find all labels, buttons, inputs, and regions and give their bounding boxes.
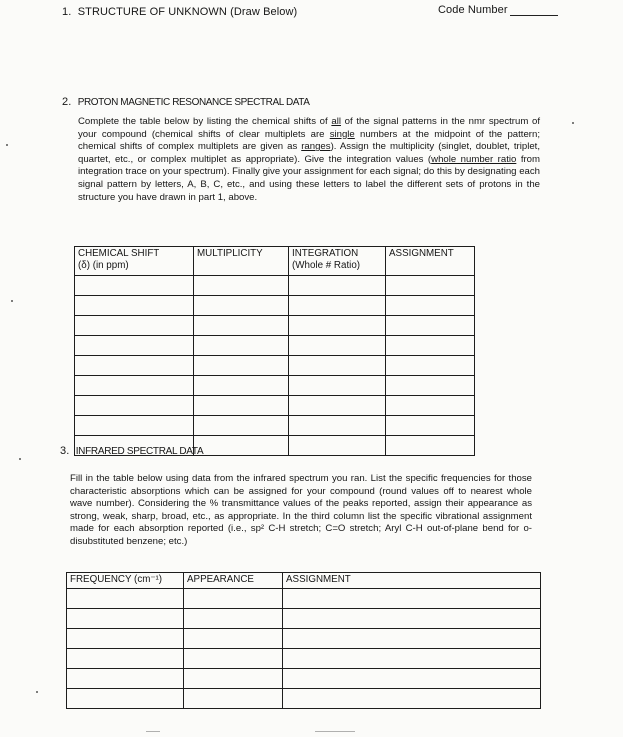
ir-header-cell	[184, 573, 283, 589]
nmr-table	[74, 246, 475, 456]
underlined-text: whole number ratio	[431, 153, 517, 165]
nmr-entry-cell[interactable]	[386, 316, 475, 336]
instruction-text: ). Assign the multiplicity (singlet, doublet, triplet, quartet, etc., or complex multiplet as appropriate). Give the integration values (	[78, 141, 540, 165]
nmr-row	[75, 336, 475, 356]
nmr-row	[75, 276, 475, 296]
ir-entry-cell[interactable]	[184, 629, 283, 649]
section1-title: STRUCTURE OF UNKNOWN (Draw Below)	[77, 6, 298, 18]
nmr-entry-cell[interactable]	[386, 356, 475, 376]
ir-entry-cell[interactable]	[283, 629, 541, 649]
ir-row	[67, 649, 541, 669]
nmr-entry-cell[interactable]	[386, 336, 475, 356]
code-number-label: Code Number	[438, 4, 508, 16]
underlined-text: ranges	[301, 141, 331, 153]
underlined-text: single	[329, 128, 355, 140]
nmr-entry-cell[interactable]	[289, 336, 386, 356]
ir-entry-cell[interactable]	[283, 649, 541, 669]
ir-entry-cell[interactable]	[184, 669, 283, 689]
section3-instructions	[70, 473, 532, 549]
nmr-entry-cell[interactable]	[194, 296, 289, 316]
ir-row	[67, 669, 541, 689]
section1-heading	[62, 6, 297, 18]
ir-entry-cell[interactable]	[283, 669, 541, 689]
nmr-entry-cell[interactable]	[289, 396, 386, 416]
section2-title: PROTON MAGNETIC RESONANCE SPECTRAL DATA	[77, 97, 310, 108]
nmr-entry-cell[interactable]	[386, 436, 475, 456]
nmr-entry-cell[interactable]	[194, 316, 289, 336]
section1-number: 1.	[62, 6, 72, 18]
ir-header-label: APPEARANCE	[187, 574, 254, 585]
nmr-entry-cell[interactable]	[386, 376, 475, 396]
nmr-header-label: CHEMICAL SHIFT	[78, 248, 160, 259]
code-number-field	[438, 4, 558, 16]
nmr-entry-cell[interactable]	[289, 376, 386, 396]
ir-entry-cell[interactable]	[184, 689, 283, 709]
ir-entry-cell[interactable]	[283, 609, 541, 629]
nmr-row	[75, 376, 475, 396]
nmr-entry-cell[interactable]	[194, 276, 289, 296]
nmr-header-cell	[75, 247, 194, 276]
ir-entry-cell[interactable]	[67, 629, 184, 649]
ir-entry-cell[interactable]	[67, 669, 184, 689]
nmr-entry-cell[interactable]	[386, 296, 475, 316]
instruction-text: Fill in the table below using data from the infrared spectrum you ran. List the specific frequencies for those characteristic absorptions which can be assigned for your compound (round values off to nearest whole wave number). Considering the % transmittance values of the peaks reported, assign their appearance as strong, weak, sharp, broad, etc., as appropriate. In the third column list the specific vibrational assignment made for each absorption reported (i.e., sp² C-H stretch; C=O stretch; Aryl C-H out-of-plane bend for o-disubstituted benzene; etc.)	[70, 473, 532, 547]
nmr-row	[75, 296, 475, 316]
ir-entry-cell[interactable]	[184, 589, 283, 609]
nmr-row	[75, 416, 475, 436]
scan-speck	[36, 691, 38, 693]
ir-entry-cell[interactable]	[184, 649, 283, 669]
nmr-entry-cell[interactable]	[75, 316, 194, 336]
scan-speck	[572, 122, 574, 124]
nmr-entry-cell[interactable]	[75, 376, 194, 396]
ir-header-label: ASSIGNMENT	[286, 574, 351, 585]
ir-header-cell	[283, 573, 541, 589]
instruction-text: Complete the table below by listing the chemical shifts of	[78, 116, 332, 127]
nmr-row	[75, 356, 475, 376]
instruction-text: from integration trace on your spectrum). Finally give your assignment for each signal; do this by designating each signal pattern by letters, A, B, C, etc., and using these letters to label the different sets of protons in the structure you have drawn in part 1, above.	[78, 153, 541, 203]
scan-speck	[146, 731, 160, 732]
ir-row	[67, 689, 541, 709]
scan-speck	[19, 458, 21, 460]
scan-speck	[6, 144, 8, 146]
ir-row	[67, 629, 541, 649]
nmr-entry-cell[interactable]	[75, 296, 194, 316]
nmr-entry-cell[interactable]	[289, 356, 386, 376]
nmr-entry-cell[interactable]	[75, 396, 194, 416]
nmr-header-label: INTEGRATION	[292, 248, 359, 259]
nmr-entry-cell[interactable]	[75, 336, 194, 356]
structure-drawing-area[interactable]	[60, 22, 560, 88]
ir-row	[67, 609, 541, 629]
nmr-entry-cell[interactable]	[386, 416, 475, 436]
section3-title: INFRARED SPECTRAL DATA	[75, 446, 204, 457]
section2-instructions	[78, 116, 540, 204]
ir-table	[66, 572, 541, 709]
scan-speck	[11, 300, 13, 302]
ir-header-cell	[67, 573, 184, 589]
nmr-entry-cell[interactable]	[289, 276, 386, 296]
ir-entry-cell[interactable]	[67, 689, 184, 709]
ir-entry-cell[interactable]	[67, 609, 184, 629]
section2-number: 2.	[62, 96, 72, 108]
ir-entry-cell[interactable]	[283, 689, 541, 709]
instruction-text: numbers at the midpoint of the pattern; chemical shifts of complex multiplets are given as	[78, 128, 540, 153]
ir-entry-cell[interactable]	[67, 649, 184, 669]
nmr-entry-cell[interactable]	[194, 416, 289, 436]
nmr-entry-cell[interactable]	[194, 436, 289, 456]
nmr-entry-cell[interactable]	[194, 356, 289, 376]
scan-speck	[315, 731, 355, 732]
nmr-entry-cell[interactable]	[194, 336, 289, 356]
nmr-entry-cell[interactable]	[289, 436, 386, 456]
nmr-header-label: ASSIGNMENT	[389, 248, 454, 259]
nmr-entry-cell[interactable]	[194, 376, 289, 396]
section3-heading	[60, 445, 203, 457]
nmr-entry-cell[interactable]	[194, 396, 289, 416]
nmr-entry-cell[interactable]	[386, 396, 475, 416]
nmr-header-cell	[386, 247, 475, 276]
nmr-entry-cell[interactable]	[75, 276, 194, 296]
nmr-entry-cell[interactable]	[289, 296, 386, 316]
ir-entry-cell[interactable]	[283, 589, 541, 609]
nmr-entry-cell[interactable]	[75, 416, 194, 436]
nmr-row	[75, 396, 475, 416]
nmr-header-cell	[289, 247, 386, 276]
section3-number: 3.	[60, 445, 70, 457]
nmr-header-sublabel: (Whole # Ratio)	[292, 260, 361, 271]
underlined-text: all	[331, 116, 341, 127]
ir-entry-cell[interactable]	[67, 589, 184, 609]
nmr-header-sublabel: (δ) (in ppm)	[78, 260, 129, 271]
nmr-header-cell	[194, 247, 289, 276]
instruction-text: of the signal patterns in the nmr spectrum of your compound (chemical shifts of clear multiplets are	[78, 116, 540, 140]
nmr-entry-cell[interactable]	[75, 356, 194, 376]
nmr-entry-cell[interactable]	[289, 416, 386, 436]
ir-row	[67, 589, 541, 609]
nmr-row	[75, 316, 475, 336]
ir-header-label: FREQUENCY (cm⁻¹)	[70, 574, 163, 585]
section2-heading	[62, 96, 310, 108]
ir-entry-cell[interactable]	[184, 609, 283, 629]
code-number-blank[interactable]	[510, 15, 558, 16]
nmr-header-label: MULTIPLICITY	[197, 248, 263, 259]
nmr-entry-cell[interactable]	[289, 316, 386, 336]
nmr-entry-cell[interactable]	[386, 276, 475, 296]
